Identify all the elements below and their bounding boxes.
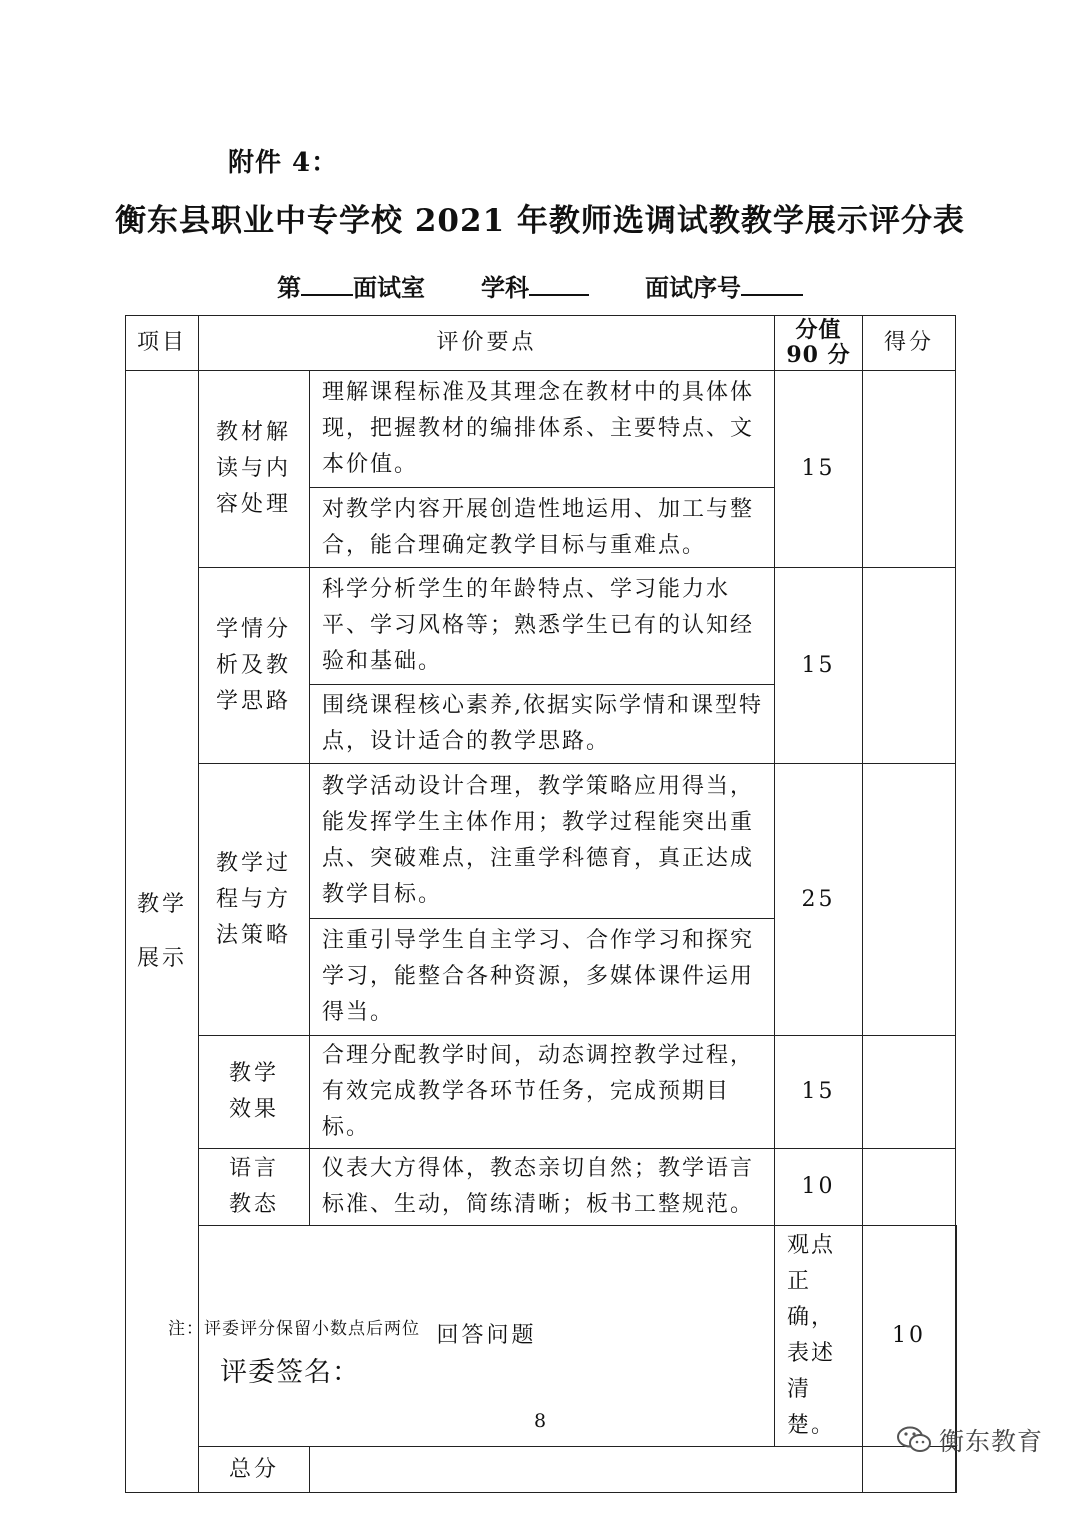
score-entry-cell[interactable] <box>863 764 956 1036</box>
category-cell <box>199 1149 310 1226</box>
header-got: 得分 <box>863 316 956 371</box>
category-cell <box>199 764 310 1036</box>
attachment-label: 附件 4： <box>228 148 339 178</box>
watermark-text: 衡东教育 <box>939 1427 1044 1456</box>
section-label: 教学展示 <box>137 891 188 971</box>
criteria-cell: 仪表大方得体，教态亲切自然；教学语言标准、生动，简练清晰；板书工整规范。 <box>310 1149 775 1226</box>
criteria-cell: 合理分配教学时间，动态调控教学过程，有效完成教学各环节任务，完成预期目标。 <box>310 1036 775 1149</box>
wechat-icon <box>895 1425 933 1455</box>
subject-blank[interactable] <box>529 274 589 296</box>
room-number-blank[interactable] <box>301 274 353 296</box>
total-label: 总分 <box>199 1447 310 1493</box>
criteria-cell: 注重引导学生自主学习、合作学习和探究学习，能整合各种资源，多媒体课件运用得当。 <box>310 919 775 1036</box>
table-row <box>126 568 957 685</box>
sequence-blank[interactable] <box>741 274 803 296</box>
header-project: 项目 <box>126 316 199 371</box>
criteria-cell: 科学分析学生的年龄特点、学习能力水平、学习风格等；熟悉学生已有的认知经验和基础。 <box>310 568 775 685</box>
watermark <box>895 1422 1043 1458</box>
table-row <box>126 1036 957 1149</box>
score-entry-cell[interactable] <box>863 1036 956 1149</box>
points-cell: 15 <box>775 371 863 568</box>
sequence-label: 面试序号 <box>645 273 741 302</box>
score-entry-cell[interactable] <box>863 1149 956 1226</box>
points-cell: 10 <box>775 1149 863 1226</box>
signature-label: 评委签名： <box>220 1357 360 1388</box>
table-row <box>126 371 957 488</box>
points-cell: 10 <box>863 1226 956 1447</box>
category-name: 学情分析及教学思路 <box>216 616 292 714</box>
header-score <box>775 316 863 371</box>
criteria-cell: 对教学内容开展创造性地运用、加工与整合，能合理确定教学目标与重难点。 <box>310 488 775 568</box>
note: 注：评委评分保留小数点后两位 <box>168 1319 420 1339</box>
category-name: 教学过程与方法策略 <box>216 850 292 948</box>
header-criteria: 评价要点 <box>199 316 775 371</box>
room-prefix: 第 <box>277 273 301 302</box>
criteria-cell: 观点正确，表述清楚。 <box>775 1226 863 1447</box>
answer-label: 回答问题 <box>199 1226 775 1447</box>
subject-label: 学科 <box>481 273 529 302</box>
category-name: 语言教态 <box>229 1156 280 1217</box>
table-header-row <box>126 316 957 371</box>
table-row <box>126 1149 957 1226</box>
score-entry-cell[interactable] <box>863 371 956 568</box>
category-cell <box>199 371 310 568</box>
table-row <box>126 764 957 919</box>
page-title: 衡东县职业中专学校 2021 年教师选调试教教学展示评分表 <box>115 203 965 239</box>
criteria-cell: 围绕课程核心素养,依据实际学情和课型特点，设计适合的教学思路。 <box>310 685 775 764</box>
points-cell: 15 <box>775 568 863 764</box>
points-cell: 25 <box>775 764 863 1036</box>
total-blank-cell <box>310 1447 863 1493</box>
criteria-cell: 教学活动设计合理，教学策略应用得当，能发挥学生主体作用；教学过程能突出重点、突破难点，注重学科德育，真正达成教学目标。 <box>310 764 775 919</box>
header-score-line1: 分值 <box>795 317 842 343</box>
header-score-line2: 90 分 <box>786 342 851 368</box>
table-row <box>126 1447 957 1493</box>
category-name: 教材解读与内容处理 <box>216 420 292 517</box>
criteria-cell: 理解课程标准及其理念在教材中的具体体现，把握教材的编排体系、主要特点、文本价值。 <box>310 371 775 488</box>
page-number: 8 <box>533 1410 547 1432</box>
score-entry-cell[interactable] <box>863 568 956 764</box>
category-cell <box>199 568 310 764</box>
category-name: 教学效果 <box>229 1061 280 1122</box>
category-cell <box>199 1036 310 1149</box>
room-suffix: 面试室 <box>353 273 425 302</box>
points-cell: 15 <box>775 1036 863 1149</box>
form-subheader <box>0 268 1080 303</box>
